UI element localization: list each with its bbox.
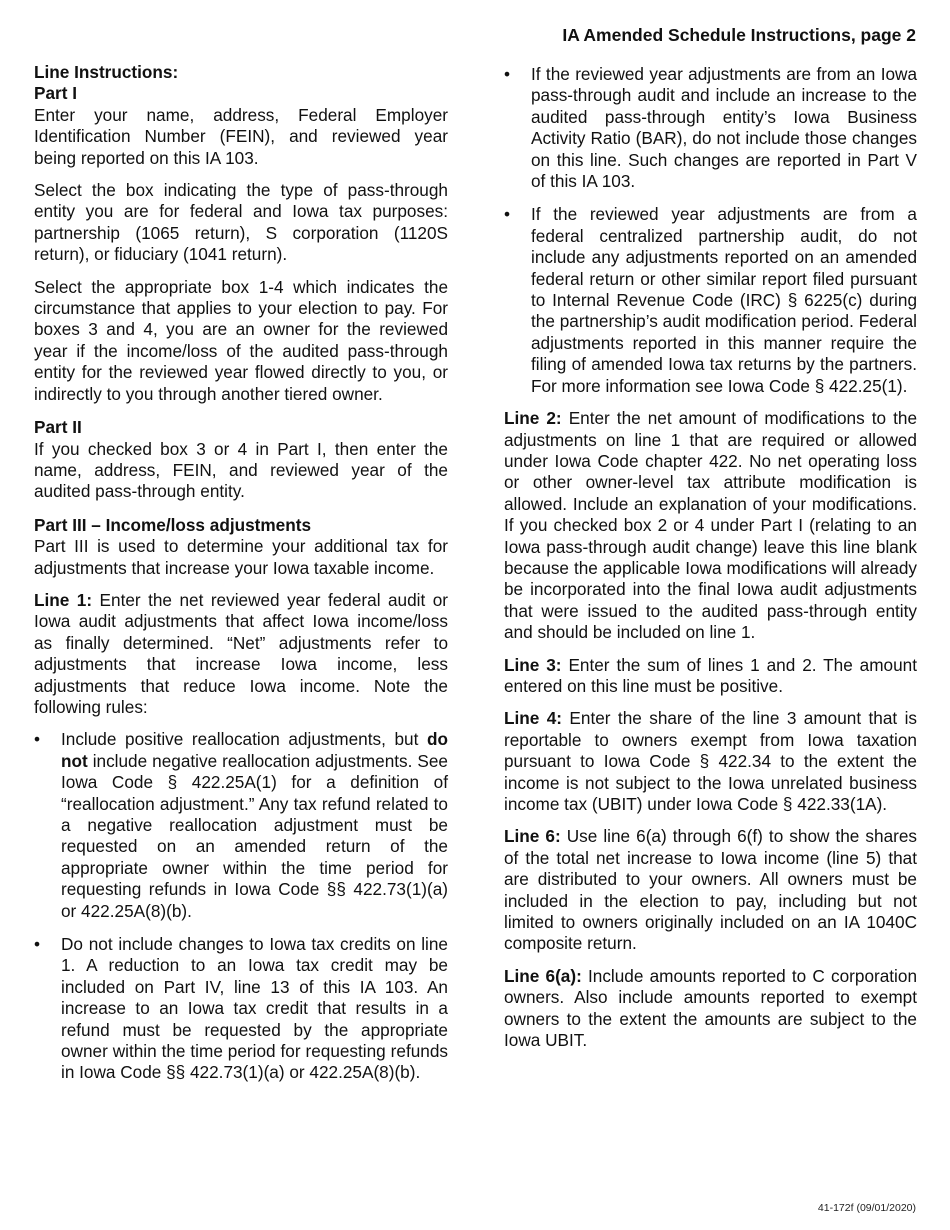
line4-paragraph	[504, 708, 917, 815]
line1-rules-list-continued	[504, 64, 917, 397]
part1-paragraph-3: Select the appropriate box 1-4 which indicates the circumstance that applies to your election to pay. For boxes 3 and 4, you are an owner for the reviewed year if the income/loss of the audited pass-through entity for the reviewed year flowed directly to you, or indirectly to you through another tiered owner.	[34, 276, 448, 404]
bullet-icon: •	[34, 934, 41, 955]
bullet-icon: •	[504, 204, 511, 225]
bullet4-text: If the reviewed year adjustments are from a federal centralized partnership audit, do not include any adjustments reported on an amended federal return or other similar report filed pursuant to Internal Revenue Code (IRC) § 6225(c) during the partnership’s audit modification period. Federal adjustments reported in this manner require the filing of amended Iowa tax returns by the partners. For more information see Iowa Code § 422.25(1).	[531, 204, 917, 396]
list-item	[504, 204, 917, 397]
bullet2-text: Do not include changes to Iowa tax credits on line 1. A reduction to an Iowa tax credit may be included on Part IV, line 13 of this IA 103. An increase to an Iowa tax credit that results in a refund must be requested by the appropriate owner within the time period for requesting refunds in Iowa Code §§ 422.73(1)(a) or 422.25A(8)(b).	[61, 934, 448, 1083]
part1-heading: Part I	[34, 83, 77, 104]
line6-label: Line 6:	[504, 826, 561, 847]
bullet3-text: If the reviewed year adjustments are from an Iowa pass-through audit and include an increase to the audited pass-through entity’s Iowa Business Activity Ratio (BAR), do not include those changes on this line. Such changes are reported in Part V of this IA 103.	[531, 64, 917, 192]
page-header: IA Amended Schedule Instructions, page 2	[562, 25, 916, 45]
line3-text: Enter the sum of lines 1 and 2. The amount entered on this line must be positive.	[504, 654, 917, 696]
line2-paragraph	[504, 408, 917, 643]
list-item	[34, 729, 448, 922]
list-item	[34, 934, 448, 1084]
bullet-icon: •	[34, 729, 41, 750]
part2-paragraph-1: If you checked box 3 or 4 in Part I, then enter the name, address, FEIN, and reviewed year of the audited pass-through entity.	[34, 438, 448, 502]
form-code: 41-172f (09/01/2020)	[817, 1202, 916, 1214]
line6a-text: Include amounts reported to C corporation owners. Also include amounts reported to exempt owners to the extent the amounts are subject to the Iowa UBIT.	[504, 965, 917, 1051]
line4-text: Enter the share of the line 3 amount that is reportable to owners exempt from Iowa taxation pursuant to Iowa Code § 422.34 to the extent the income is not subject to the Iowa unrelated business income tax (UBIT) under Iowa Code § 422.33(1A).	[504, 708, 918, 814]
line-instructions-heading: Line Instructions:	[34, 62, 179, 82]
line2-label: Line 2:	[504, 408, 562, 429]
line6-text: Use line 6(a) through 6(f) to show the shares of the total net increase to Iowa income (line 5) that are distributed to your owners. All owners must be included in the election to pay, including but not limited to owners originally included on an IA 1040C composite return.	[504, 826, 918, 954]
bullet-icon: •	[504, 64, 511, 84]
left-column	[34, 62, 448, 1096]
right-column	[504, 64, 917, 1062]
line3-paragraph	[504, 655, 917, 698]
part1-paragraph-1: Enter your name, address, Federal Employer Identification Number (FEIN), and reviewed year being reported on this IA 103.	[34, 104, 448, 168]
line1-rules-list	[34, 729, 448, 1084]
part3-paragraph-1: Part III is used to determine your additional tax for adjustments that increase your Iowa taxable income.	[34, 536, 448, 578]
line1-paragraph	[34, 590, 448, 718]
bullet1-text-a: Include positive reallocation adjustments, but	[61, 729, 427, 750]
line3-label: Line 3:	[504, 654, 562, 675]
list-item	[504, 64, 917, 192]
line6a-paragraph	[504, 966, 917, 1052]
part1-paragraph-2: Select the box indicating the type of pass-through entity you are for federal and Iowa tax purposes: partnership (1065 return), S corporation (1120S return), or fiduciary (1041 return).	[34, 180, 448, 265]
bullet1-emphasis: do not	[61, 729, 448, 771]
bullet1-text-b: include negative reallocation adjustments. See Iowa Code § 422.25A(1) for a definition of “reallocation adjustment.” Any tax refund related to a negative reallocation adjustment must be requested on an amended return of the appropriate owner within the time period for requesting refunds in Iowa Code §§ 422.73(1)(a) or 422.25A(8)(b).	[61, 750, 448, 921]
line2-text: Enter the net amount of modifications to the adjustments on line 1 that are required or allowed under Iowa Code chapter 422. No net operating loss or other owner-level tax attribute modification is allowed. Include an explanation of your modifications. If you checked box 2 or 4 under Part I (relating to an Iowa pass-through audit change) leave this line blank because the applicable Iowa modifications will already be incorporated into the final Iowa audit adjustments that were issued to the audited pass-through entity and should be included on line 1.	[504, 408, 918, 643]
line1-label: Line 1:	[34, 589, 93, 610]
line4-label: Line 4:	[504, 708, 563, 729]
line6-paragraph	[504, 826, 917, 954]
line6a-label: Line 6(a):	[504, 965, 582, 986]
line1-text: Enter the net reviewed year federal audit or Iowa audit adjustments that affect Iowa income/loss as finally determined. “Net” adjustments refer to adjustments that increase Iowa income, less adjustments that reduce Iowa income. Note the following rules:	[34, 589, 449, 717]
part3-heading: Part III – Income/loss adjustments	[34, 514, 311, 535]
part2-heading: Part II	[34, 417, 82, 438]
